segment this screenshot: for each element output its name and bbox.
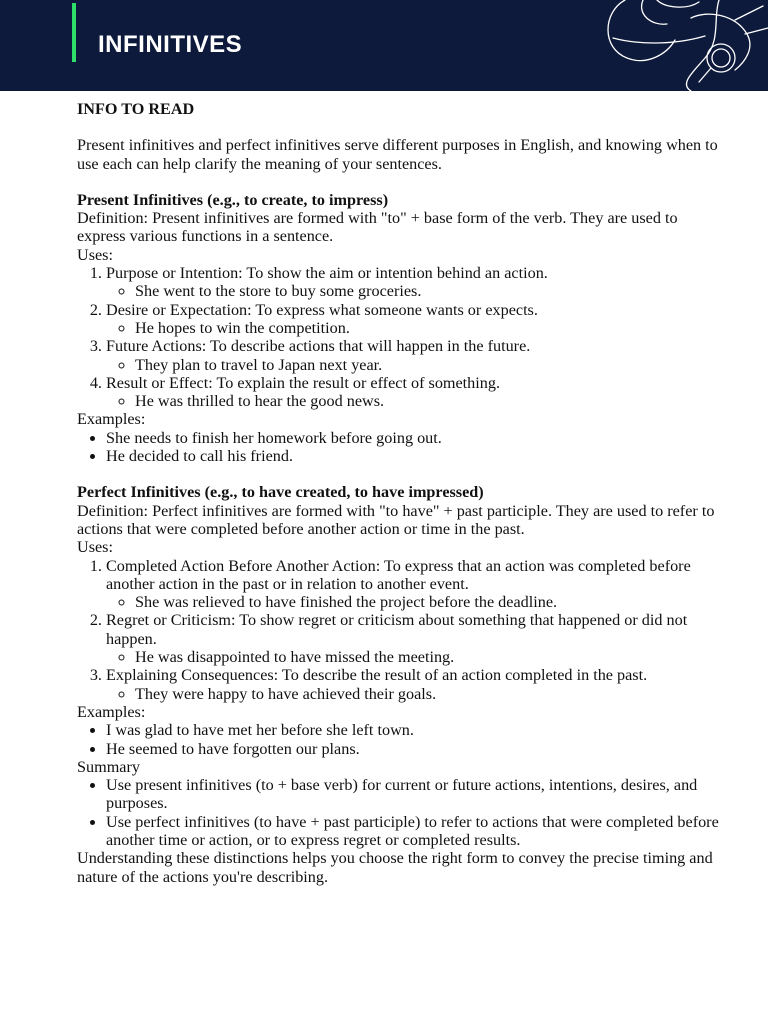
- magnifier-lines-icon: [595, 0, 768, 91]
- present-uses-list: [77, 264, 727, 410]
- list-item: • Use present infinitives (to + base verb) for current or future actions, intentions, desires, and purposes.: [106, 776, 727, 813]
- list-item: ◦ She went to the store to buy some groceries.: [135, 282, 727, 300]
- use-text: Completed Action Before Another Action: To express that an action was completed before another action in the past or in relation to another event.: [106, 556, 691, 593]
- summary-list: [77, 776, 727, 849]
- list-item: ◦ They were happy to have achieved their goals.: [135, 685, 727, 703]
- list-item: [106, 611, 727, 666]
- perfect-uses-list: [77, 557, 727, 703]
- list-item: [106, 374, 727, 411]
- use-text: Purpose or Intention: To show the aim or intention behind an action.: [106, 264, 548, 283]
- use-text: Regret or Criticism: To show regret or criticism about something that happened or did not happen.: [106, 611, 688, 648]
- list-item: • He decided to call his friend.: [106, 447, 727, 465]
- header-banner: [0, 0, 768, 91]
- present-definition: Definition: Present infinitives are formed with "to" + base form of the verb. They are used to express various functions in a sentence.: [77, 209, 678, 246]
- list-item: • Use perfect infinitives (to have + past participle) to refer to actions that were completed before another time or action, or to express regret or completed results.: [106, 813, 727, 850]
- present-examples-label: Examples:: [77, 410, 146, 429]
- use-text: Result or Effect: To explain the result or effect of something.: [106, 373, 501, 392]
- perfect-examples-label: Examples:: [77, 702, 146, 721]
- list-item: [106, 301, 727, 338]
- summary-label: Summary: [77, 757, 140, 776]
- document-body: [77, 100, 727, 886]
- accent-bar: [72, 3, 76, 62]
- use-text: Future Actions: To describe actions that will happen in the future.: [106, 337, 531, 356]
- present-uses-label: Uses:: [77, 245, 113, 264]
- list-item: [106, 264, 727, 301]
- list-item: [106, 666, 727, 703]
- list-item: ◦ He hopes to win the competition.: [135, 319, 727, 337]
- list-item: [106, 337, 727, 374]
- perfect-examples-list: [77, 721, 727, 758]
- section-heading: INFO TO READ: [77, 100, 195, 118]
- list-item: [106, 557, 727, 612]
- list-item: • I was glad to have met her before she left town.: [106, 721, 727, 739]
- present-examples-list: [77, 429, 727, 466]
- list-item: ◦ She was relieved to have finished the project before the deadline.: [135, 593, 727, 611]
- use-text: Explaining Consequences: To describe the result of an action completed in the past.: [106, 666, 648, 685]
- use-text: Desire or Expectation: To express what someone wants or expects.: [106, 300, 538, 319]
- list-item: ◦ They plan to travel to Japan next year.: [135, 356, 727, 374]
- present-infinitives-title: Present Infinitives (e.g., to create, to impress): [77, 190, 389, 209]
- intro-paragraph: Present infinitives and perfect infinitives serve different purposes in English, and knowing when to use each can help clarify the meaning of your sentences.: [77, 136, 718, 173]
- perfect-infinitives-title: Perfect Infinitives (e.g., to have created, to have impressed): [77, 483, 484, 502]
- page-title: INFINITIVES: [98, 31, 243, 58]
- list-item: ◦ He was thrilled to hear the good news.: [135, 392, 727, 410]
- perfect-uses-label: Uses:: [77, 538, 113, 557]
- closing-paragraph: Understanding these distinctions helps you choose the right form to convey the precise timing and nature of the actions you're describing.: [77, 849, 713, 886]
- list-item: ◦ He was disappointed to have missed the meeting.: [135, 648, 727, 666]
- list-item: • He seemed to have forgotten our plans.: [106, 740, 727, 758]
- perfect-definition: Definition: Perfect infinitives are formed with "to have" + past participle. They are used to refer to actions that were completed before another action or time in the past.: [77, 501, 715, 538]
- list-item: • She needs to finish her homework before going out.: [106, 429, 727, 447]
